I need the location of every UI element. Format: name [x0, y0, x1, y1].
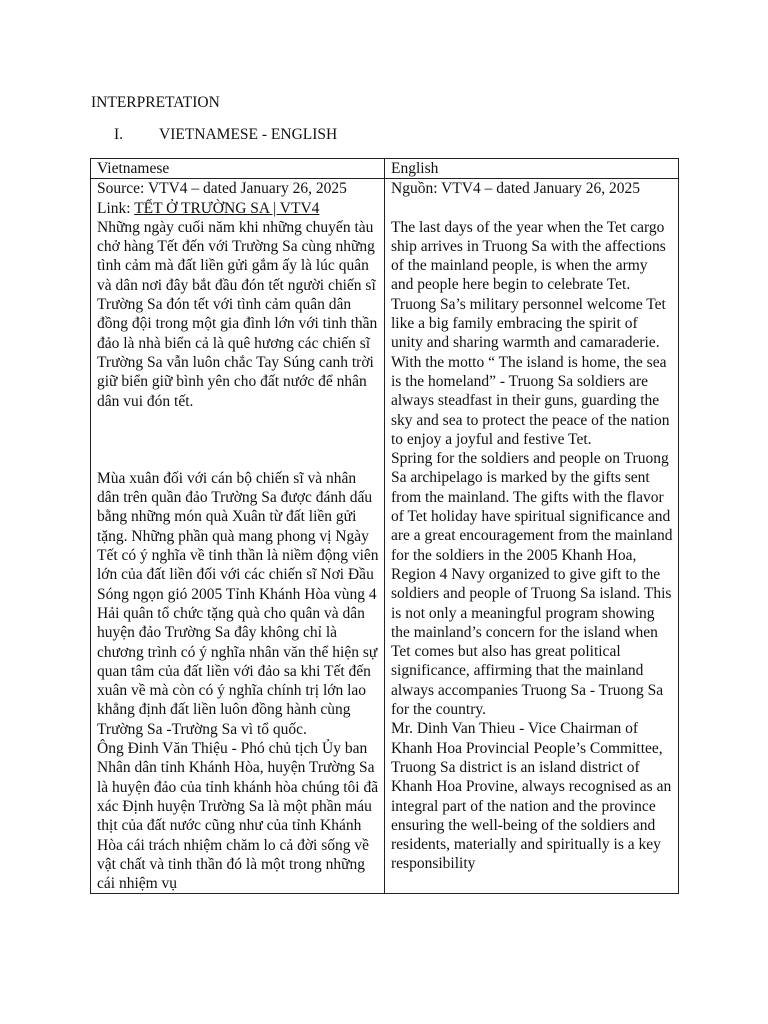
vi-spacer — [97, 411, 379, 469]
section-title: VIETNAMESE - ENGLISH — [159, 126, 338, 143]
vi-link-label: Link: — [97, 199, 135, 217]
vi-source: Source: VTV4 – dated January 26, 2025 — [97, 180, 347, 198]
en-source: Nguồn: VTV4 – dated January 26, 2025 — [391, 180, 640, 198]
translation-table — [90, 158, 679, 894]
section-title-line — [114, 126, 337, 144]
en-spacer — [391, 199, 673, 218]
table-row — [91, 179, 679, 894]
vi-paragraph-2: Mùa xuân đối với cán bộ chiến sĩ và nhân dân trên quần đảo Trường Sa được đánh dấu bằng những món quà Xuân từ đất liền gửi tặng. Những phần quà mang phong vị Ngày Tết có ý nghĩa về tinh thần là niềm động viên lớn của đất liền đối với các chiến sĩ Nơi Đầu Sóng ngọn gió 2005 Tỉnh Khánh Hòa vùng 4 Hải quân tổ chức tặng quà cho quân và dân huyện đảo Trường Sa đây không chỉ là chương trình có ý nghĩa nhân văn thể hiện sự quan tâm của đất liền với đảo sa khi Tết đến xuân về mà còn có ý nghĩa chính trị lớn lao khẳng định đất liền luôn đồng hành cùng Trường Sa -Trường Sa vì tổ quốc. — [97, 469, 379, 738]
header-vietnamese: Vietnamese — [91, 159, 385, 179]
section-number: I. — [114, 126, 124, 143]
vi-paragraph-1: Những ngày cuối năm khi những chuyến tàu chở hàng Tết đến với Trường Sa cùng những tình cảm mà đất liền gửi gắm ấy là lúc quân và dân nơi đây bắt đầu đón tết người chiến sĩ Trường Sa đón tết với tình cảm quân dân đồng đội trong một gia đình lớn với tinh thần đảo là nhà biển cả là quê hương các chiến sĩ Trường Sa vẫn luôn chắc Tay Súng canh trời giữ biển giữ bình yên cho đất nước để nhân dân vui đón tết. — [97, 218, 378, 410]
vi-link[interactable]: TẾT Ở TRƯỜNG SA | VTV4 — [134, 199, 320, 217]
en-paragraph-3: Mr. Dinh Van Thieu - Vice Chairman of Khanh Hoa Provincial People’s Committee, Truong Sa district is an island district of Khanh Hoa Provine, always recognised as an integral part of the nation and the province ensuring the well-being of the soldiers and residents, materially and spiritually is a key responsibility — [391, 720, 672, 873]
en-paragraph-2: Spring for the soldiers and people on Truong Sa archipelago is marked by the gifts sent from the mainland. The gifts with the flavor of Tet holiday have spiritual significance and are a great encouragement from the mainland for the soldiers in the 2005 Khanh Hoa, Region 4 Navy organized to give gift to the soldiers and people of Truong Sa island. This is not only a meaningful program showing the mainland’s concern for the island when Tet comes but also has great political significance, affirming that the mainland always accompanies Truong Sa - Truong Sa for the country. — [391, 450, 673, 719]
vi-paragraph-3: Ông Đinh Văn Thiệu - Phó chủ tịch Ủy ban Nhân dân tỉnh Khánh Hòa, huyện Trường Sa là huyện đảo của tỉnh khánh hòa chúng tôi đã xác Định huyện Trường Sa là một phần máu thịt của đất nước cũng như của tỉnh Khánh Hòa cái trách nhiệm chăm lo cả đời sống về vật chất và tinh thần đó là một trong những cái nhiệm vụ — [97, 740, 379, 893]
vietnamese-cell — [91, 179, 385, 894]
document-heading: INTERPRETATION — [91, 94, 220, 111]
vi-link-line — [97, 199, 379, 218]
english-cell — [385, 179, 679, 894]
en-paragraph-1: The last days of the year when the Tet cargo ship arrives in Truong Sa with the affections of the mainland people, is when the army and people here begin to celebrate Tet. Truong Sa’s military personnel welcome Tet like a big family embracing the spirit of unity and sharing warmth and camaraderie. With the motto “ The island is home, the sea is the homeland” - Truong Sa soldiers are always steadfast in their guns, guarding the sky and sea to protect the peace of the nation to enjoy a joyful and festive Tet. — [391, 218, 670, 448]
header-english: English — [385, 159, 679, 179]
table-header-row — [91, 159, 679, 179]
